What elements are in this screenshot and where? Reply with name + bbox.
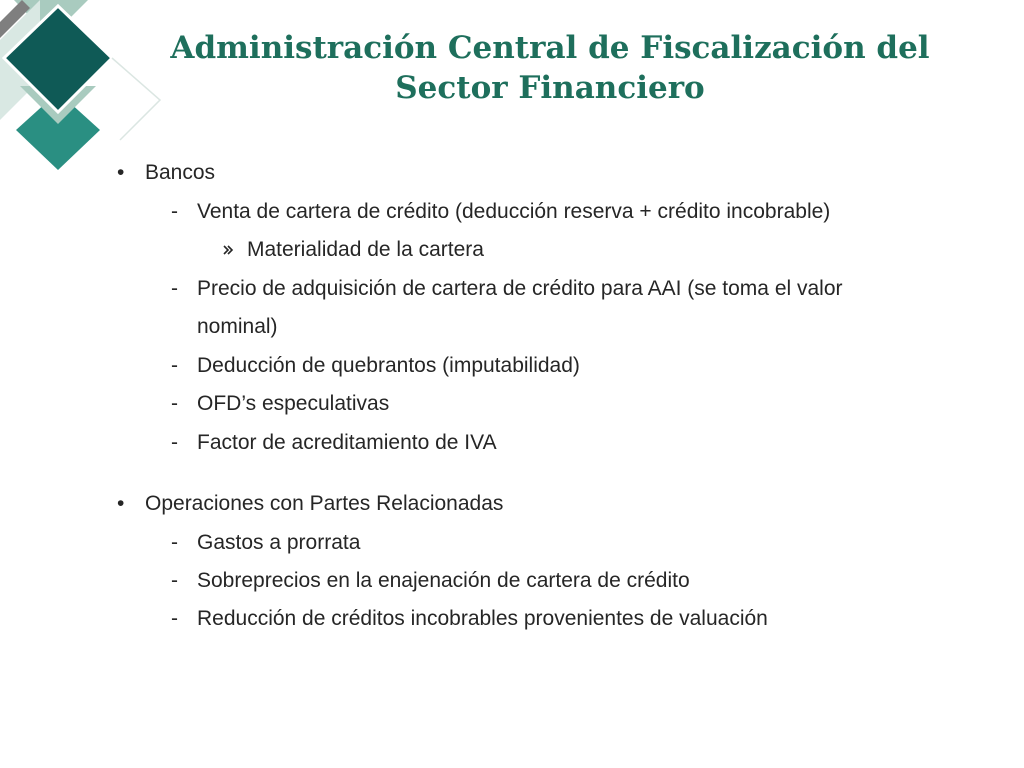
slide-title-line-2: Sector Financiero [395,70,705,106]
list-item: Sobreprecios en la enajenación de cartera de crédito [197,569,690,592]
dash-marker: - [171,392,178,415]
dash-marker: - [171,354,178,377]
list-item-continuation: nominal) [197,315,278,338]
list-item: Factor de acreditamiento de IVA [197,431,497,454]
dash-marker: - [171,569,178,592]
list-item: OFD’s especulativas [197,392,390,415]
arrow-bullet-icon [222,244,234,256]
bullet-marker: • [117,161,125,184]
list-item: Deducción de quebrantos (imputabilidad) [197,354,580,377]
dash-marker: - [171,607,178,630]
section-heading-bancos: Bancos [145,161,216,184]
list-item: Venta de cartera de crédito (deducción reserva + crédito incobrable) [197,200,831,223]
dash-marker: - [171,200,178,223]
section-heading-partes-relacionadas: Operaciones con Partes Relacionadas [145,492,504,515]
list-item: Reducción de créditos incobrables provenientes de valuación [197,607,768,630]
slide-title-line-1: Administración Central de Fiscalización del [170,30,930,66]
dash-marker: - [171,431,178,454]
list-item: Precio de adquisición de cartera de crédito para AAI (se toma el valor [197,277,843,300]
dash-marker: - [171,277,178,300]
list-item: Gastos a prorrata [197,531,361,554]
list-item: Materialidad de la cartera [247,238,484,261]
dash-marker: - [171,531,178,554]
bullet-marker: • [117,492,125,515]
